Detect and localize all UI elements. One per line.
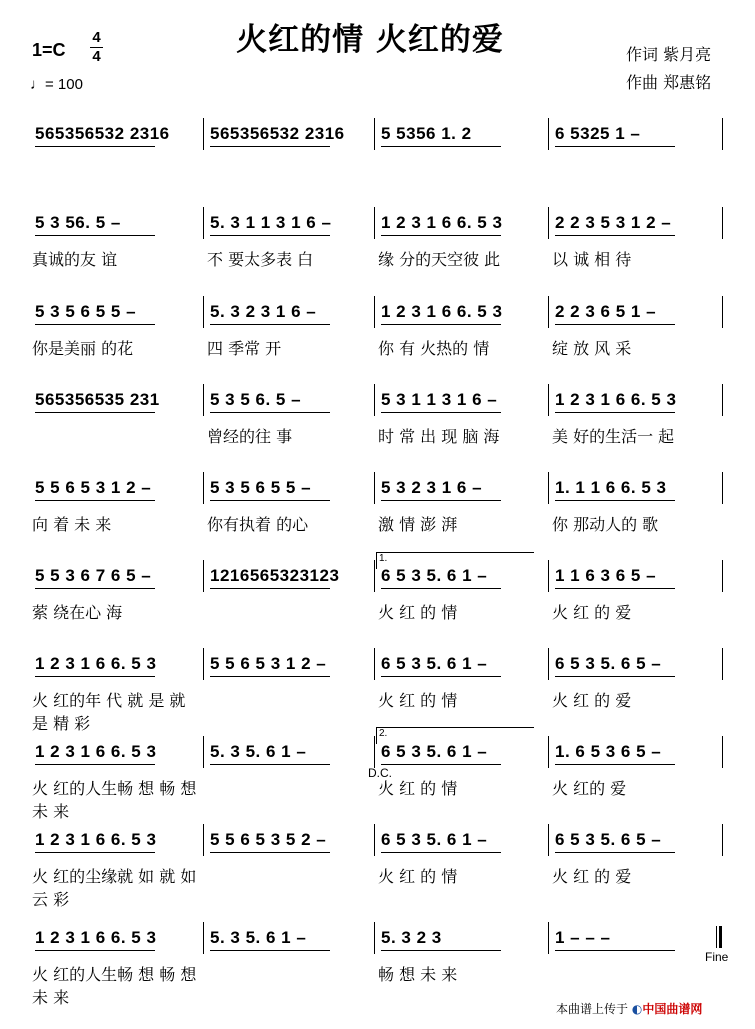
lyric-line: 你 有 火热的 情 — [378, 339, 490, 358]
measure-notes: 1 2 3 1 6 6. 5 3 — [35, 654, 157, 673]
measure-notes: 565356532 2316 — [35, 124, 170, 143]
lyric-line: 火 红的人生畅 想 畅 想未 来 — [32, 779, 197, 821]
beam-line — [555, 676, 675, 677]
beam-line — [35, 500, 155, 501]
measure-notes: 6 5325 1 – — [555, 124, 641, 143]
barline — [203, 296, 204, 328]
beam-line — [210, 235, 330, 236]
beam-line — [381, 676, 501, 677]
beam-line — [555, 146, 675, 147]
barline — [374, 296, 375, 328]
measure-notes: 565356535 231 — [35, 390, 160, 409]
measure-notes: 1 2 3 1 6 6. 5 3 — [381, 302, 503, 321]
lyric-line: 四 季常 开 — [207, 339, 282, 358]
barline — [548, 736, 549, 768]
barline — [203, 736, 204, 768]
time-signature-top: 4 — [92, 29, 101, 46]
barline — [548, 118, 549, 150]
beam-line — [210, 500, 330, 501]
beam-line — [210, 852, 330, 853]
barline — [374, 118, 375, 150]
lyric-line: 火 红的年 代 就 是 就 是 精 彩 — [32, 691, 186, 733]
measure-notes: 1 1 6 3 6 5 – — [555, 566, 657, 585]
measure-notes: 5. 3 2 3 1 6 – — [210, 302, 317, 321]
lyric-line: 绽 放 风 采 — [552, 339, 632, 358]
measure-notes: 5 5356 1. 2 — [381, 124, 472, 143]
beam-line — [555, 588, 675, 589]
beam-line — [555, 324, 675, 325]
lyric-line: 向 着 未 来 — [32, 515, 112, 534]
barline — [722, 824, 723, 856]
barline — [374, 648, 375, 680]
beam-line — [555, 235, 675, 236]
barline — [722, 118, 723, 150]
lyric-line: 火 红 的 情 — [378, 867, 458, 886]
lyric-line: 你 那动人的 歌 — [552, 515, 659, 534]
beam-line — [35, 852, 155, 853]
measure-notes: 6 5 3 5. 6 1 – — [381, 830, 488, 849]
barline — [374, 922, 375, 954]
time-signature — [90, 30, 103, 65]
beam-line — [35, 146, 155, 147]
beam-line — [381, 412, 501, 413]
measure-notes: 1 2 3 1 6 6. 5 3 — [555, 390, 677, 409]
beam-line — [555, 500, 675, 501]
beam-line — [381, 146, 501, 147]
lyric-line: 火 红 的 情 — [378, 603, 458, 622]
lyric-line: 缘 分的天空彼 此 — [378, 250, 501, 269]
beam-line — [210, 764, 330, 765]
beam-line — [381, 852, 501, 853]
beam-line — [35, 235, 155, 236]
barline — [722, 648, 723, 680]
barline — [548, 207, 549, 239]
barline — [548, 824, 549, 856]
measure-notes: 5. 3 1 1 3 1 6 – — [210, 213, 332, 232]
beam-line — [210, 950, 330, 951]
fine-marking: Fine — [705, 950, 729, 964]
lyric-line: 时 常 出 现 脑 海 — [378, 427, 500, 446]
volta-2-label: 2. — [379, 728, 388, 739]
barline — [203, 648, 204, 680]
measure-notes: 6 5 3 5. 6 1 – — [381, 742, 488, 761]
measure-notes: 1 2 3 1 6 6. 5 3 — [35, 928, 157, 947]
volta-1 — [376, 552, 534, 569]
beam-line — [555, 764, 675, 765]
measure-notes: 5. 3 2 3 — [381, 928, 442, 947]
lyric-line: 你有执着 的心 — [207, 515, 309, 534]
measure-notes: 5 5 6 5 3 5 2 – — [210, 830, 327, 849]
lyric-line: 火 红的尘缘就 如 就 如 云 彩 — [32, 867, 197, 909]
measure-notes: 5 3 1 1 3 1 6 – — [381, 390, 498, 409]
measure-notes: 1. 1 1 6 6. 5 3 — [555, 478, 667, 497]
barline — [722, 560, 723, 592]
lyric-line: 畅 想 未 来 — [378, 965, 458, 984]
lyric-line: 美 好的生活一 起 — [552, 427, 675, 446]
lyric-line: 火 红 的 爱 — [552, 603, 632, 622]
barline — [203, 824, 204, 856]
beam-line — [35, 412, 155, 413]
composer-credit: 作曲 郑惠铭 — [626, 73, 712, 92]
beam-line — [555, 950, 675, 951]
lyric-line: 不 要太多表 白 — [207, 250, 314, 269]
measure-notes: 5. 3 5. 6 1 – — [210, 928, 307, 947]
time-signature-bottom: 4 — [92, 48, 101, 65]
song-title: 火红的情 火红的爱 — [236, 22, 504, 58]
barline — [374, 560, 375, 592]
footer-text: 本曲谱上传于 — [556, 1002, 629, 1016]
lyric-line: 以 诚 相 待 — [552, 250, 632, 269]
barline — [722, 207, 723, 239]
beam-line — [210, 324, 330, 325]
measure-notes: 2 2 3 5 3 1 2 – — [555, 213, 672, 232]
barline — [203, 922, 204, 954]
beam-line — [35, 324, 155, 325]
barline — [548, 384, 549, 416]
barline — [722, 472, 723, 504]
measure-notes: 6 5 3 5. 6 1 – — [381, 654, 488, 673]
barline — [548, 648, 549, 680]
beam-line — [35, 764, 155, 765]
measure-notes: 1 2 3 1 6 6. 5 3 — [381, 213, 503, 232]
barline — [203, 207, 204, 239]
measure-notes: 5 5 6 5 3 1 2 – — [35, 478, 152, 497]
tempo-marking — [30, 76, 83, 93]
quarter-note-icon: ♩ — [30, 76, 45, 93]
site-logo — [632, 1000, 703, 1017]
beam-line — [381, 764, 501, 765]
measure-notes: 5 3 5 6 5 5 – — [35, 302, 137, 321]
measure-notes: 1 2 3 1 6 6. 5 3 — [35, 742, 157, 761]
barline — [374, 824, 375, 856]
measure-notes: 5 3 56. 5 – — [35, 213, 121, 232]
measure-notes: 5 5 3 6 7 6 5 – — [35, 566, 152, 585]
measure-notes: 6 5 3 5. 6 5 – — [555, 654, 662, 673]
measure-notes: 5 3 5 6 5 5 – — [210, 478, 312, 497]
barline — [203, 118, 204, 150]
barline — [374, 472, 375, 504]
beam-line — [210, 412, 330, 413]
measure-notes: 5. 3 5. 6 1 – — [210, 742, 307, 761]
measure-notes: 5 5 6 5 3 1 2 – — [210, 654, 327, 673]
barline — [548, 472, 549, 504]
key-signature: 1=C — [32, 40, 66, 60]
barline — [203, 384, 204, 416]
measure-notes: 6 5 3 5. 6 5 – — [555, 830, 662, 849]
barline — [722, 296, 723, 328]
barline — [203, 560, 204, 592]
barline — [374, 736, 375, 768]
lyric-line: 激 情 澎 湃 — [378, 515, 458, 534]
beam-line — [210, 676, 330, 677]
beam-line — [381, 500, 501, 501]
beam-line — [35, 676, 155, 677]
measure-notes: 1216565323123 — [210, 566, 340, 585]
beam-line — [210, 588, 330, 589]
barline — [722, 384, 723, 416]
measure-notes: 6 5 3 5. 6 1 – — [381, 566, 488, 585]
barline — [548, 560, 549, 592]
measure-notes: 2 2 3 6 5 1 – — [555, 302, 657, 321]
final-barline — [716, 926, 722, 948]
lyricist-credit: 作词 紫月亮 — [626, 45, 712, 64]
barline — [548, 296, 549, 328]
logo-text: 中国曲谱网 — [642, 1002, 703, 1016]
lyric-line: 你是美丽 的花 — [32, 339, 134, 358]
measure-notes: 5 3 2 3 1 6 – — [381, 478, 483, 497]
beam-line — [381, 324, 501, 325]
barline — [203, 472, 204, 504]
barline — [722, 736, 723, 768]
lyric-line: 火 红 的 情 — [378, 779, 458, 798]
beam-line — [35, 950, 155, 951]
measure-notes: 5 3 5 6. 5 – — [210, 390, 302, 409]
dc-marking: D.C. — [368, 766, 392, 780]
measure-notes: 1 – – – — [555, 928, 611, 947]
logo-icon: ◐ — [631, 1002, 643, 1016]
lyric-line: 火 红的人生畅 想 畅 想未 来 — [32, 965, 197, 1007]
beam-line — [381, 950, 501, 951]
beam-line — [381, 588, 501, 589]
lyric-line: 曾经的往 事 — [207, 427, 293, 446]
barline — [548, 922, 549, 954]
lyric-line: 火 红 的 情 — [378, 691, 458, 710]
measure-notes: 565356532 2316 — [210, 124, 345, 143]
volta-1-label: 1. — [379, 553, 388, 564]
footer — [556, 1000, 702, 1017]
barline — [374, 207, 375, 239]
volta-2 — [376, 727, 534, 744]
lyric-line: 火 红 的 爱 — [552, 691, 632, 710]
measure-notes: 1 2 3 1 6 6. 5 3 — [35, 830, 157, 849]
lyric-line: 真诚的友 谊 — [32, 250, 118, 269]
beam-line — [555, 412, 675, 413]
beam-line — [381, 235, 501, 236]
lyric-line: 火 红 的 爱 — [552, 867, 632, 886]
lyric-line: 火 红的 爱 — [552, 779, 627, 798]
barline — [374, 384, 375, 416]
beam-line — [210, 146, 330, 147]
beam-line — [35, 588, 155, 589]
beam-line — [555, 852, 675, 853]
measure-notes: 1. 6 5 3 6 5 – — [555, 742, 662, 761]
lyric-line: 萦 绕在心 海 — [32, 603, 123, 622]
tempo-value: = 100 — [45, 76, 83, 93]
